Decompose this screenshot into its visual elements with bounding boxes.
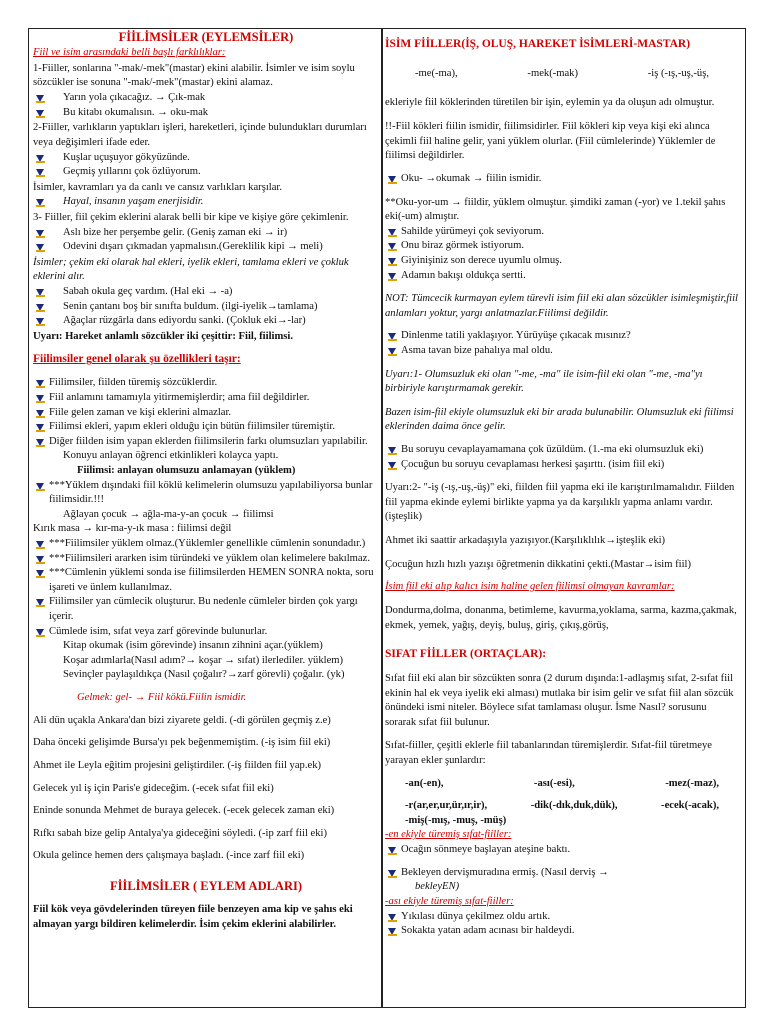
fiilimsiler-title: FİİLİMSİLER (EYLEMSİLER) xyxy=(118,30,294,44)
paragraph: İsimler; çekim eki olarak hal ekleri, iyelik ekleri, tamlama ekleri ve çokluk eklerini alır. xyxy=(33,256,349,283)
suffix-label: -ecek(-acak), xyxy=(661,800,719,812)
example-sentence: Ahmet iki saattir arkadaşıyla yazışıyor.(Karşılıklılık→işteşlik eki) xyxy=(385,535,666,547)
example-sentence: Ali dün uçakla Ankara'dan bizi ziyarete geldi. (-di görülen geçmiş z.e) xyxy=(33,714,331,726)
red-subheading: İsim fiil eki alıp kalıcı isim haline gelen fiilimsi olmayan kavramlar: xyxy=(385,581,675,593)
warning-paragraph: Uyarı: Hareket anlamlı sözcükler iki çeşittir: Fiil, fiilimsi. xyxy=(33,330,293,342)
example-item: Bu soruyu cevaplayamamana çok üzüldüm. (1.-ma eki olumsuzluk eki) xyxy=(385,443,739,458)
example-item: Çocuğun bu soruyu cevaplaması herkesi şaşırttı. (isim fiil eki) xyxy=(385,458,739,473)
note-line: Gelmek: gel- → Fiil kökü.Fiilin ismidir. xyxy=(77,692,247,704)
feature-item: Fiil anlamını tamamıyla yitirmemişlerdir; ama fiil değildirler. xyxy=(33,391,379,406)
feature-item: ***Cümlenin yüklemi sonda ise fiilimsilerden HEMEN SONRA nokta, soru işareti ve ünlem kullanılmaz. xyxy=(33,566,379,595)
paragraph: İsimler, kavramları ya da canlı ve cansız varlıkları karşılar. xyxy=(33,181,283,193)
section-heading: Fiilimsiler genel olarak şu özellikleri taşır: xyxy=(33,353,241,366)
example-item: Kuşlar uçuşuyor gökyüzünde. xyxy=(33,151,379,166)
paragraph: 3- Fiiller, fiil çekim eklerini alarak belli bir kipe ve kişiye göre çekimlenir. xyxy=(33,211,349,223)
warning-paragraph: Uyarı:1- Olumsuzluk eki olan "-me, -ma" ile isim-fiil eki olan "-me, -ma"yı birbiriyle karıştırmamak gerekir. xyxy=(385,368,703,395)
red-subheading: -ası ekiyle türemiş sıfat-fiiller: xyxy=(385,895,514,907)
example-line: Sevinçler paylaşıldıkça (Nasıl çoğalır?→zarf görevli) çoğalır. (yk) xyxy=(63,669,345,681)
example-item: Oku- →okumak → fiilin ismidir. xyxy=(385,172,739,187)
suffix-label: -mek(-mak) xyxy=(527,67,579,79)
feature-item: Diğer fiilden isim yapan eklerden fiilimsilerin farkı olumsuzları yapılabilir. xyxy=(33,435,379,450)
example-sentence: Gelecek yıl iş için Paris'e gideceğim. (-ecek sıfat fiil eki) xyxy=(33,782,274,794)
example-line: Ağlayan çocuk → ağla-ma-y-an çocuk → fiilimsi xyxy=(63,508,274,520)
suffix-label: -ası(-esi), xyxy=(533,777,575,789)
feature-item: Fiilimsiler yan cümlecik oluşturur. Bu nedenle cümleler birden çok yargı içerir. xyxy=(33,595,379,624)
feature-item: Fiilimsiler, fiilden türemiş sözcüklerdir. xyxy=(33,376,379,391)
sifat-fiiller-heading: SIFAT FİİLLER (ORTAÇLAR): xyxy=(385,648,547,661)
example-item: Sahilde yürümeyi çok seviyorum. xyxy=(385,225,739,240)
column-divider xyxy=(381,29,383,1007)
example-item: Dinlenme tatili yaklaşıyor. Yürüyüşe çıkacak mısınız? xyxy=(385,329,739,344)
paragraph: Sıfat-fiiller, çeşitli eklerle fiil tabanlarından türemişlerdir. Sıfat-fiil türetmeye yarayan ekler şunlardır: xyxy=(385,740,712,767)
feature-item: ***Fiilimsileri ararken isim türündeki ve yüklem olan kelimelere bakılmaz. xyxy=(33,552,379,567)
document-page xyxy=(28,28,746,1008)
example-item: Senin çantanı boş bir sınıfta buldum. (ilgi-iyelik→tamlama) xyxy=(33,300,379,315)
suffix-label: -dik(-dık,duk,dük), xyxy=(530,800,618,812)
eylem-adlari-heading: FİİLİMSİLER ( EYLEM ADLARI) xyxy=(109,878,303,893)
example-line: Kitap okumak (isim görevinde) insanın zihnini açar.(yüklem) xyxy=(63,640,323,652)
example-line: Kırık masa → kır-ma-y-ık masa : fiilimsi değil xyxy=(33,523,232,535)
example-item: Sabah okula geç vardım. (Hal eki → -a) xyxy=(33,285,379,300)
example-item: Yıkılası dünya çekilmez oldu artık. xyxy=(385,910,739,925)
warning-paragraph: Bazen isim-fiil ekiyle olumsuzluk eki bir arada bulunabilir. Olumsuzluk eki fiilimsi eklerinden daima önce gelir. xyxy=(385,406,734,433)
example-sentence: Ahmet ile Leyla eğitim projesini geliştirdiler. (-iş fiilden fiil yap.ek) xyxy=(33,759,322,771)
feature-item: ***Yüklem dışındaki fiil köklü kelimelerin olumsuzu yapılabiliyorsa bunlar fiilimsidir.!!! xyxy=(33,479,379,508)
intro-heading: Fiil ve isim arasındaki belli başlı farklılıklar: xyxy=(33,47,226,59)
paragraph: ekleriyle fiil köklerinden türetilen bir işin, eylemin ya da oluşun adı olmuştur. xyxy=(385,97,715,109)
paragraph: 2-Fiiller, varlıkların yaptıkları işleri, hareketleri, içinde bulundukları durumları veya değişimleri ifade eder. xyxy=(33,122,367,148)
example-item: Aslı bize her perşembe gelir. (Geniş zaman eki → ir) xyxy=(33,226,379,241)
suffix-label: -me(-ma), xyxy=(415,67,458,79)
suffix-label: -iş (-ış,-uş,-üş, xyxy=(647,67,709,79)
example-sentence: Eninde sonunda Mehmet de buraya gelecek. (-ecek gelecek zaman eki) xyxy=(33,805,335,817)
example-item: Giyinişiniz son derece uyumlu olmuş. xyxy=(385,254,739,269)
suffix-label: -an(-en), xyxy=(405,777,444,789)
note-paragraph: NOT: Tümcecik kurmayan eylem türevli isim fiil eki alan sözcükler isimleşmiştir,fiil anlamları yoktur, yargı anlatmazlar.Fiilimsi değildir. xyxy=(385,293,738,319)
example-sentence: Daha önceki gelişimde Bursa'yı pek beğenmemiştim. (-iş isim fiil eki) xyxy=(33,737,331,749)
paragraph: 1-Fiiller, sonlarına "-mak/-mek"(mastar) ekini alabilir. İsimler ve isim soylu sözcükler ise sonuna "-mak/-mek"(mastar) ekini alamaz. xyxy=(33,62,355,89)
feature-item: Fiile gelen zaman ve kişi eklerini almazlar. xyxy=(33,406,379,421)
example-line: Koşar adımlarla(Nasıl adım?→ koşar → sıfat) ilerlediler. yüklem) xyxy=(63,654,344,666)
example-item: Sokakta yatan adam acınası bir haldeydi. xyxy=(385,924,739,939)
paragraph: **Oku-yor-um → fiildir, yüklem olmuştur. şimdiki zaman (-yor) ve 1.tekil şahıs eki(-um) almıştır. xyxy=(385,196,726,223)
example-item: Asma tavan bize pahalıya mal oldu. xyxy=(385,344,739,359)
feature-item: Fiilimsi ekleri, yapım ekleri olduğu için bütün fiilimsiler türemiştir. xyxy=(33,420,379,435)
right-column xyxy=(385,29,739,1007)
left-column xyxy=(33,29,379,1007)
example-item: Ağaçlar rüzgârla dans ediyordu sanki. (Çokluk eki→-lar) xyxy=(33,314,379,329)
example-line: Fiilimsi: anlayan olumsuzu anlamayan (yüklem) xyxy=(77,464,296,476)
red-subheading: -en ekiyle türemiş sıfat-fiiller: xyxy=(385,829,512,841)
example-sentence: Çocuğun hızlı hızlı yazışı öğretmenin dikkatini çekti.(Mastar→isim fiil) xyxy=(385,558,691,570)
suffix-label: -miş(-mış, -muş, -müş) xyxy=(405,814,507,826)
isim-fiiller-title: İSİM FİİLLER(İŞ, OLUŞ, HAREKET İSİMLERİ-MASTAR) xyxy=(385,38,691,50)
warning-paragraph: Uyarı:2- "-iş (-ış,-uş,-üş)" eki, fiilden fiil yapma eki ile karıştırılmamalıdır. Fiilden fiil yapma ekinde eylemi birlikte yapma ya da karşılıklı yapma anlamı vardır.(işteşlik) xyxy=(385,482,735,523)
example-item: Odevini dışarı çıkmadan yapmalısın.(Gereklilik kipi → meli) xyxy=(33,240,379,255)
example-sentence: Okula gelince hemen ders çalışmaya başladı. (-ince zarf fiil eki) xyxy=(33,850,305,862)
example-item: Hayal, insanın yaşam enerjisidir. xyxy=(33,195,379,210)
suffix-label: -mez(-maz), xyxy=(665,777,719,789)
example-item: Geçmiş yıllarını çok özlüyorum. xyxy=(33,165,379,180)
example-line: Konuyu anlayan öğrenci etkinlikleri kolayca yaptı. xyxy=(63,450,279,462)
paragraph: !!-Fiil kökleri fiilin ismidir, fiilimsidirler. Fiil kökleri kip veya kişi eki alınca çekimli fiil haline gelir, yani yüklem olurlar. (Fiil cümlelerinde) Yüklemler de fiilimsi değildirler. xyxy=(385,121,716,162)
paragraph: Sıfat fiil eki alan bir sözcükten sonra (2 durum dışında:1-adlaşmış sıfat, 2-sıfat fiil ekinin hal ek veya iyelik eki alması) mutlaka bir isim gelir ve sıfat fiil alan sözcük önündeki ismi niteler. Böylece sıfat tamlaması oluşur. İsme Nasıl? sorusunu sorarak sıfat fiil bulunur. xyxy=(385,673,734,728)
feature-item: ***Fiilimsiler yüklem olmaz.(Yüklemler genellikle cümlenin sonundadır.) xyxy=(33,537,379,552)
example-line: bekleyEN) xyxy=(415,881,460,893)
definition-paragraph: Fiil kök veya gövdelerinden türeyen fiile benzeyen ama kip ve şahıs eki almayan yargı bildiren kelimelerdir. İsim çekim eklerini alabilirler. xyxy=(33,904,353,930)
feature-item: Cümlede isim, sıfat veya zarf görevinde bulunurlar. xyxy=(33,625,379,640)
example-item: Onu biraz görmek istiyorum. xyxy=(385,239,739,254)
example-item: Ocağın sönmeye başlayan ateşine baktı. xyxy=(385,843,739,858)
example-item: Bu kitabı okumalısın. → oku-mak xyxy=(33,106,379,121)
example-item: Bekleyen dervişmuradına ermiş. (Nasıl derviş → xyxy=(385,866,739,881)
example-sentence: Rıfkı sabah bize gelip Antalya'ya gideceğini söyledi. (-ip zarf fiil eki) xyxy=(33,827,328,839)
example-item: Adamın bakışı oldukça sertti. xyxy=(385,269,739,284)
word-list: Dondurma,dolma, donanma, betimleme, kavurma,yoklama, sarma, kazma,çakmak, ekmek, yemek, yağış, deyiş, buluş, giriş, çıkış,görüş, xyxy=(385,604,737,631)
example-item: Yarın yola çıkacağız. → Çık-mak xyxy=(33,91,379,106)
suffix-label: -r(ar,er,ur,ür,ır,ir), xyxy=(405,800,488,812)
